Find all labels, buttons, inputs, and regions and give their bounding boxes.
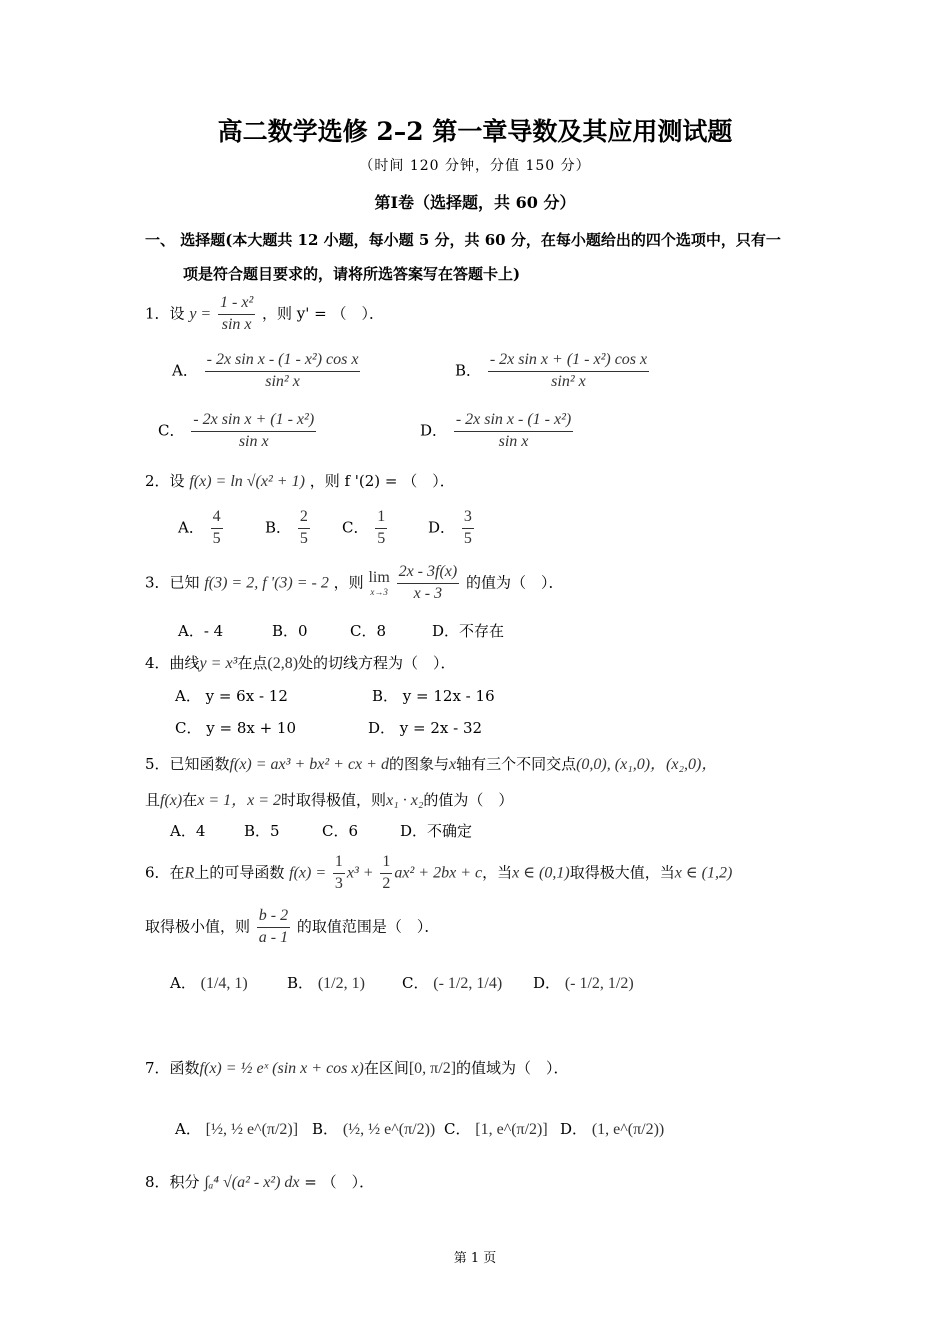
q3-mid: ，则	[333, 573, 364, 592]
q6-half-num: 1	[380, 852, 392, 874]
q4-option-b: B． y = 12x - 16	[372, 687, 495, 705]
q7-b-label: B．	[312, 1120, 339, 1138]
page-number: 第 1 页	[453, 1251, 497, 1266]
q5-option-a: A．4	[170, 822, 206, 840]
q4-point: (2,8)	[267, 655, 299, 672]
q6-func-c: ax² + 2bx + c	[394, 864, 483, 882]
q5-fx: f(x)	[160, 792, 183, 809]
q6-stem: 6．在	[145, 863, 185, 882]
q7-b-expr: (½, ½ e^(π/2))	[342, 1121, 436, 1138]
q5-x-values: x = 1，x = 2	[197, 792, 282, 809]
q7-option-b	[312, 1118, 435, 1139]
q6-option-a	[170, 972, 248, 993]
q7-tail: 的值域为（ ）．	[456, 1059, 569, 1077]
q6-third-num: 1	[333, 852, 345, 874]
q3-option-d: D．不存在	[432, 622, 505, 640]
q3-tail: 的值为（ ）．	[466, 573, 564, 592]
q2-expression: f(x) = ln √(x² + 1)	[189, 473, 305, 490]
q7-a-label: A．	[175, 1120, 201, 1138]
q7-d-expr: (1, e^(π/2))	[591, 1121, 665, 1138]
q6-mid2: ，当	[482, 863, 513, 882]
q6-option-c	[402, 972, 502, 993]
q1-b-label: B．	[455, 361, 482, 380]
q5-option-b: B．5	[244, 822, 280, 840]
q2-c-label: C．	[342, 518, 369, 537]
q6-r: R	[184, 864, 195, 882]
q7-option-d	[560, 1118, 664, 1139]
q8-tail: = （ ）．	[304, 1173, 375, 1191]
page-title: 高二数学选修 2–2 第一章导数及其应用测试题	[217, 117, 733, 146]
q5-product: x₁ · x₂	[386, 792, 424, 809]
q2-d-num: 3	[462, 507, 474, 529]
q7-c-label: C．	[444, 1120, 471, 1138]
q6-option-d	[533, 972, 634, 993]
q7-option-c	[444, 1118, 548, 1139]
q2-option-d	[428, 507, 476, 550]
q6-a-label: A．	[170, 974, 196, 992]
q4-curve: y = x³	[199, 655, 238, 672]
question-5-line2	[145, 787, 513, 810]
exam-duration-note: （时间 120 分钟，分值 150 分）	[359, 158, 591, 174]
question-6-line1	[145, 852, 732, 895]
q1-expr-num: 1 - x²	[218, 293, 255, 315]
q1-expr-den: sin x	[221, 315, 252, 333]
q1-stem: 1．设	[145, 304, 185, 323]
q1-option-a	[172, 350, 362, 393]
q4-stem: 4．曲线	[145, 654, 200, 672]
q2-option-b	[265, 507, 312, 550]
q3-condition: f(3) = 2, f '(3) = - 2	[204, 574, 329, 592]
question-3	[145, 562, 564, 605]
q1-d-label: D．	[420, 421, 448, 440]
q3-den: x - 3	[413, 584, 443, 602]
q6-option-b	[287, 972, 365, 993]
q1-option-c	[158, 410, 318, 453]
q1-tail: ，则 y' = （ ）．	[262, 304, 385, 323]
q2-d-label: D．	[428, 518, 456, 537]
q3-lim-sub: x→3	[370, 587, 388, 598]
q8-integral: ∫ₐ⁴ √(a² - x²) dx	[204, 1174, 300, 1191]
q1-d-den: sin x	[498, 432, 529, 450]
q5-x-var: x	[448, 756, 457, 773]
q5-text-d: 且	[145, 791, 161, 809]
q2-c-num: 1	[375, 507, 387, 529]
q5-text-c: 轴有三个不同交点	[456, 755, 577, 773]
q5-text-a: 5．已知函数	[145, 755, 230, 773]
q2-c-den: 5	[377, 529, 386, 547]
q3-option-c: C．8	[350, 622, 387, 640]
question-8	[145, 1171, 374, 1192]
q3-lim: lim	[368, 569, 390, 587]
question-2	[145, 470, 455, 491]
q2-b-label: B．	[265, 518, 292, 537]
q2-stem: 2．设	[145, 472, 185, 490]
question-5-line1	[145, 751, 717, 774]
q6-ratio-num: b - 2	[257, 906, 290, 928]
q7-d-label: D．	[560, 1120, 588, 1138]
q7-stem: 7．函数	[145, 1059, 200, 1077]
q2-option-c	[342, 507, 389, 550]
q4-option-d: D． y = 2x - 32	[368, 719, 483, 737]
q5-text-b: 的图象与	[388, 755, 449, 773]
q6-b-expr: (1/2, 1)	[317, 975, 365, 992]
q6-c-expr: (- 1/2, 1/4)	[433, 975, 503, 992]
q6-third-den: 3	[334, 874, 343, 892]
q1-a-num: - 2x sin x - (1 - x²) cos x	[205, 350, 361, 372]
q2-a-num: 4	[211, 507, 223, 529]
q6-d-label: D．	[533, 974, 561, 992]
q5-function: f(x) = ax³ + bx² + cx + d	[229, 756, 389, 773]
q1-a-den: sin² x	[265, 372, 300, 390]
q6-mid1: 上的可导函数	[194, 863, 285, 882]
q6-mid3: 取得极大值，当	[569, 863, 675, 882]
q5-option-d: D．不确定	[400, 822, 473, 840]
q6-func-b: x³ +	[346, 864, 374, 882]
question-4	[145, 652, 456, 673]
q3-option-b: B．0	[272, 622, 308, 640]
question-7	[145, 1057, 569, 1078]
q1-option-b	[455, 350, 651, 393]
q6-interval1: x ∈ (0,1)	[512, 864, 570, 882]
q1-expression	[218, 293, 255, 336]
section-instructions-line1: 一、 选择题(本大题共 12 小题，每小题 5 分，共 60 分，在每小题给出的四个选项中，只有一	[145, 231, 781, 249]
q5-text-e: 在	[182, 791, 198, 809]
q7-c-expr: [1, e^(π/2)]	[475, 1121, 548, 1138]
volume-heading: 第Ⅰ卷（选择题，共 60 分）	[374, 193, 576, 212]
q2-option-a	[178, 507, 225, 550]
q1-c-label: C．	[158, 421, 185, 440]
q8-stem: 8．积分	[145, 1173, 200, 1191]
q6-ratio-den: a - 1	[258, 928, 289, 946]
q3-stem: 3．已知	[145, 573, 200, 592]
q6-a-expr: (1/4, 1)	[200, 975, 248, 992]
q6-text-b: 的取值范围是（ ）．	[296, 917, 440, 936]
q6-d-expr: (- 1/2, 1/2)	[564, 975, 634, 992]
q1-b-num: - 2x sin x + (1 - x²) cos x	[488, 350, 649, 372]
q2-a-label: A．	[178, 518, 204, 537]
q4-mid: 在点	[237, 654, 268, 672]
q7-function: f(x) = ½ eˣ (sin x + cos x)	[199, 1060, 364, 1077]
q5-option-c: C．6	[322, 822, 359, 840]
q1-option-d	[420, 410, 575, 453]
q1-d-num: - 2x sin x - (1 - x²)	[454, 410, 573, 432]
q1-a-label: A．	[172, 361, 198, 380]
q6-func-a: f(x) =	[289, 864, 327, 882]
q5-text-g: 的值为（ ）	[423, 791, 514, 809]
q2-a-den: 5	[212, 529, 221, 547]
q4-option-a: A． y = 6x - 12	[175, 687, 288, 705]
q6-half-den: 2	[382, 874, 391, 892]
q2-b-den: 5	[299, 529, 308, 547]
question-6-line2	[145, 906, 439, 949]
q2-b-num: 2	[298, 507, 310, 529]
q1-c-den: sin x	[238, 432, 269, 450]
q5-points: (0,0), (x₁,0)，(x₂,0)，	[576, 756, 718, 773]
q7-a-expr: [½, ½ e^(π/2)]	[205, 1121, 299, 1138]
q7-option-a	[175, 1118, 298, 1139]
question-1: 1．设 y = $\frac{\text{1 - x²}}{\text{sin x}}$ ，则 y' = （ ）．	[145, 293, 384, 336]
q7-interval: [0, π/2]	[408, 1060, 457, 1077]
q2-d-den: 5	[463, 529, 472, 547]
q5-text-f: 时取得极值，则	[281, 791, 387, 809]
q6-text-a: 取得极小值，则	[145, 917, 251, 936]
q6-c-label: C．	[402, 974, 429, 992]
q4-tail: 处的切线方程为（ ）．	[298, 654, 456, 672]
q3-option-a: A．- 4	[178, 622, 224, 640]
q6-interval2: x ∈ (1,2)	[674, 864, 733, 882]
q4-option-c: C． y = 8x + 10	[175, 719, 297, 737]
q7-mid: 在区间	[363, 1059, 409, 1077]
q3-num: 2x - 3f(x)	[397, 562, 460, 584]
q1-b-den: sin² x	[551, 372, 586, 390]
q2-tail: ，则 f '(2) = （ ）．	[309, 472, 455, 490]
q1-c-num: - 2x sin x + (1 - x²)	[191, 410, 316, 432]
q6-b-label: B．	[287, 974, 314, 992]
section-instructions-line2: 项是符合题目要求的，请将所选答案写在答题卡上)	[183, 265, 521, 283]
